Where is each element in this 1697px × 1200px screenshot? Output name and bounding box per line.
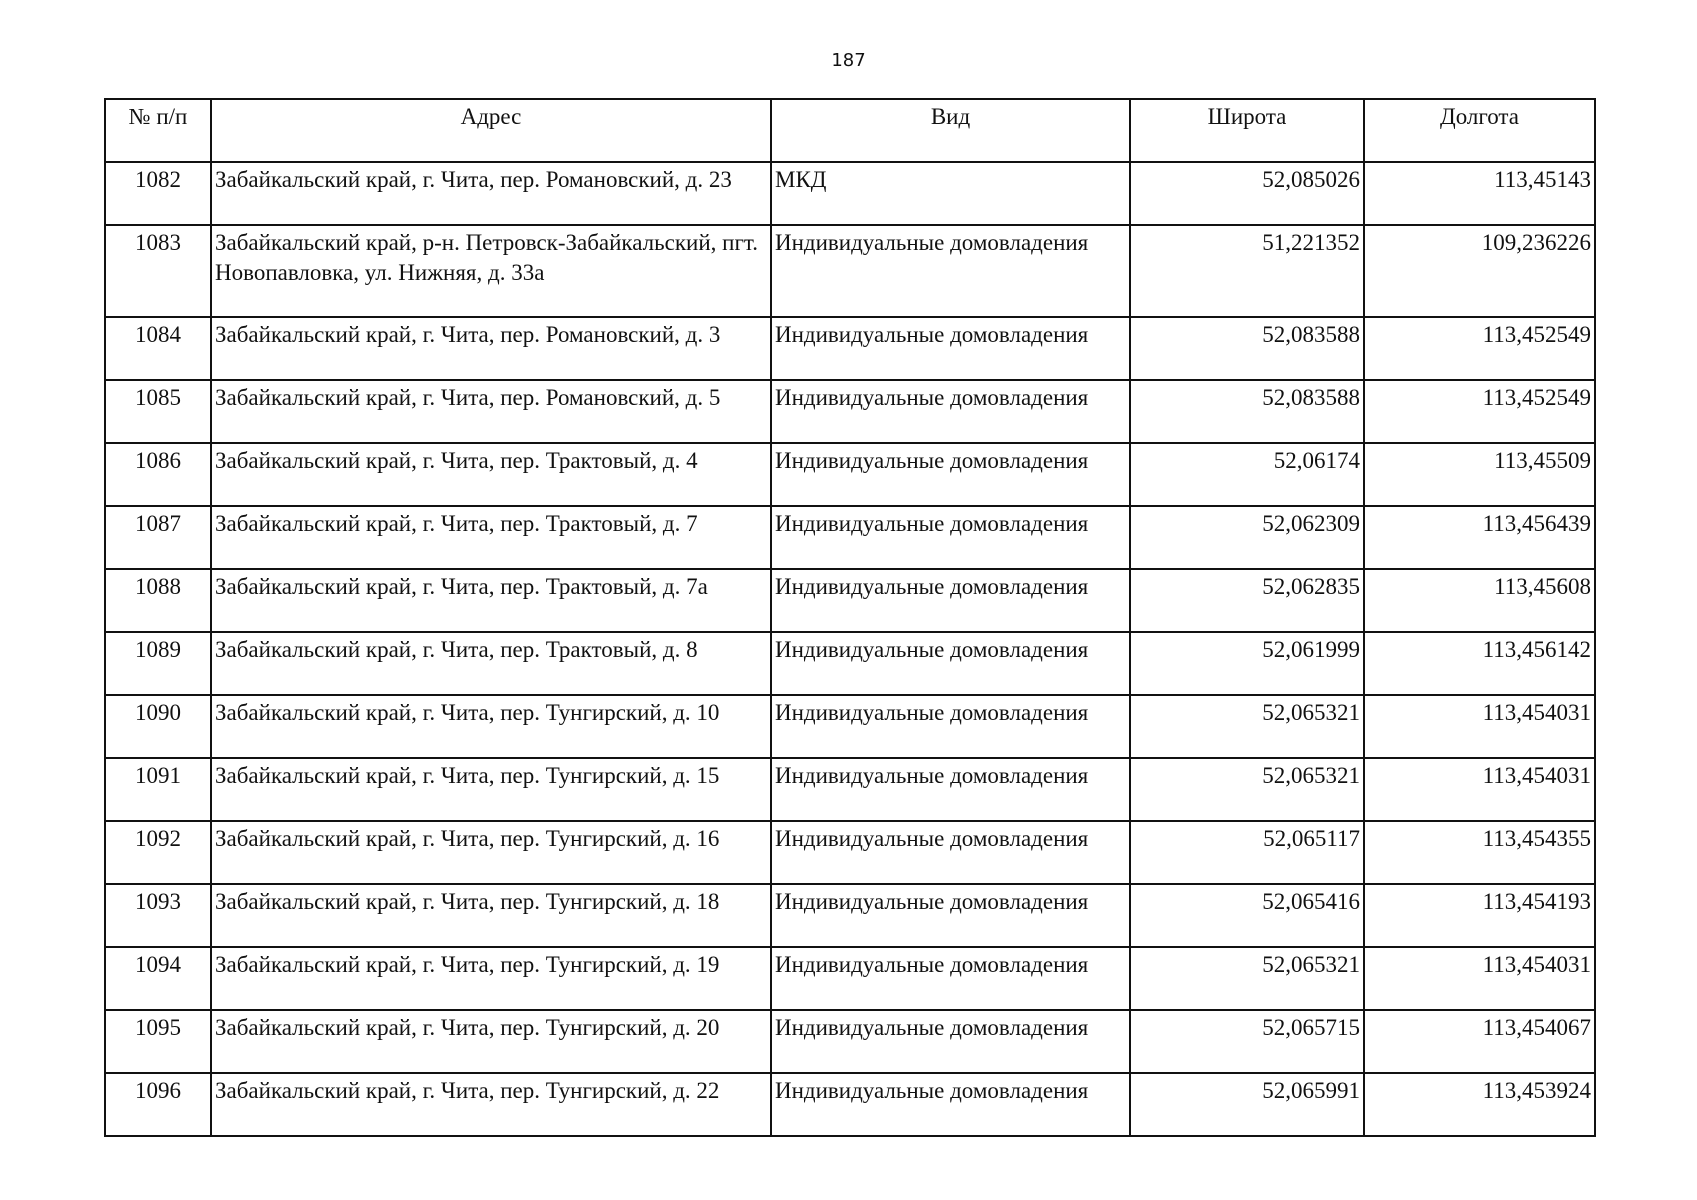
cell-lat: 52,062835 (1130, 569, 1364, 632)
cell-lat: 52,065715 (1130, 1010, 1364, 1073)
cell-lat: 52,083588 (1130, 317, 1364, 380)
cell-type: Индивидуальные домовладения (771, 569, 1130, 632)
cell-num: 1096 (105, 1073, 211, 1136)
cell-type: Индивидуальные домовладения (771, 1010, 1130, 1073)
cell-lon: 113,454031 (1364, 758, 1595, 821)
cell-type: Индивидуальные домовладения (771, 443, 1130, 506)
cell-address: Забайкальский край, г. Чита, пер. Трактовый, д. 7 (211, 506, 771, 569)
table-row (105, 225, 1595, 317)
header-num: № п/п (105, 99, 211, 162)
cell-type: Индивидуальные домовладения (771, 225, 1130, 317)
cell-type: Индивидуальные домовладения (771, 758, 1130, 821)
table-row (105, 317, 1595, 380)
cell-num: 1086 (105, 443, 211, 506)
header-lat: Широта (1130, 99, 1364, 162)
cell-address: Забайкальский край, г. Чита, пер. Тунгирский, д. 22 (211, 1073, 771, 1136)
cell-lon: 113,45509 (1364, 443, 1595, 506)
header-address: Адрес (211, 99, 771, 162)
cell-lon: 113,456439 (1364, 506, 1595, 569)
table-row (105, 758, 1595, 821)
cell-lon: 113,454355 (1364, 821, 1595, 884)
table-row (105, 632, 1595, 695)
cell-lon: 113,454193 (1364, 884, 1595, 947)
cell-lon: 113,45608 (1364, 569, 1595, 632)
cell-num: 1094 (105, 947, 211, 1010)
cell-address: Забайкальский край, р-н. Петровск-Забайкальский, пгт. Новопавловка, ул. Нижняя, д. 33а (211, 225, 771, 317)
cell-address: Забайкальский край, г. Чита, пер. Тунгирский, д. 20 (211, 1010, 771, 1073)
cell-address: Забайкальский край, г. Чита, пер. Романовский, д. 23 (211, 162, 771, 225)
cell-lat: 52,065321 (1130, 695, 1364, 758)
table-row (105, 1010, 1595, 1073)
cell-type: Индивидуальные домовладения (771, 632, 1130, 695)
cell-lat: 52,065991 (1130, 1073, 1364, 1136)
cell-lat: 52,065416 (1130, 884, 1364, 947)
cell-lat: 52,062309 (1130, 506, 1364, 569)
cell-lat: 52,083588 (1130, 380, 1364, 443)
cell-num: 1083 (105, 225, 211, 317)
header-type: Вид (771, 99, 1130, 162)
cell-lon: 113,452549 (1364, 380, 1595, 443)
cell-lat: 52,065321 (1130, 758, 1364, 821)
cell-num: 1090 (105, 695, 211, 758)
cell-lat: 51,221352 (1130, 225, 1364, 317)
cell-type: Индивидуальные домовладения (771, 506, 1130, 569)
cell-type: Индивидуальные домовладения (771, 947, 1130, 1010)
cell-type: Индивидуальные домовладения (771, 821, 1130, 884)
cell-lon: 113,456142 (1364, 632, 1595, 695)
cell-num: 1089 (105, 632, 211, 695)
cell-address: Забайкальский край, г. Чита, пер. Тунгирский, д. 15 (211, 758, 771, 821)
cell-lon: 113,454067 (1364, 1010, 1595, 1073)
cell-type: Индивидуальные домовладения (771, 695, 1130, 758)
cell-type: Индивидуальные домовладения (771, 884, 1130, 947)
cell-address: Забайкальский край, г. Чита, пер. Романовский, д. 3 (211, 317, 771, 380)
cell-address: Забайкальский край, г. Чита, пер. Тунгирский, д. 10 (211, 695, 771, 758)
cell-type: МКД (771, 162, 1130, 225)
table-row (105, 569, 1595, 632)
cell-num: 1082 (105, 162, 211, 225)
cell-lon: 109,236226 (1364, 225, 1595, 317)
cell-address: Забайкальский край, г. Чита, пер. Трактовый, д. 8 (211, 632, 771, 695)
cell-num: 1092 (105, 821, 211, 884)
cell-num: 1093 (105, 884, 211, 947)
cell-lat: 52,085026 (1130, 162, 1364, 225)
cell-lat: 52,065117 (1130, 821, 1364, 884)
table-row (105, 1073, 1595, 1136)
cell-address: Забайкальский край, г. Чита, пер. Тунгирский, д. 19 (211, 947, 771, 1010)
header-lon: Долгота (1364, 99, 1595, 162)
cell-num: 1091 (105, 758, 211, 821)
cell-num: 1085 (105, 380, 211, 443)
cell-address: Забайкальский край, г. Чита, пер. Тунгирский, д. 18 (211, 884, 771, 947)
cell-address: Забайкальский край, г. Чита, пер. Трактовый, д. 7а (211, 569, 771, 632)
address-table (104, 98, 1596, 1137)
page-number: 187 (831, 50, 866, 71)
cell-type: Индивидуальные домовладения (771, 380, 1130, 443)
cell-address: Забайкальский край, г. Чита, пер. Трактовый, д. 4 (211, 443, 771, 506)
cell-lat: 52,065321 (1130, 947, 1364, 1010)
cell-type: Индивидуальные домовладения (771, 317, 1130, 380)
cell-address: Забайкальский край, г. Чита, пер. Тунгирский, д. 16 (211, 821, 771, 884)
cell-address: Забайкальский край, г. Чита, пер. Романовский, д. 5 (211, 380, 771, 443)
cell-num: 1088 (105, 569, 211, 632)
cell-type: Индивидуальные домовладения (771, 1073, 1130, 1136)
table-row (105, 380, 1595, 443)
cell-lat: 52,06174 (1130, 443, 1364, 506)
table-row (105, 443, 1595, 506)
cell-lon: 113,452549 (1364, 317, 1595, 380)
cell-num: 1087 (105, 506, 211, 569)
cell-num: 1095 (105, 1010, 211, 1073)
table-header-row (105, 99, 1595, 162)
cell-lon: 113,454031 (1364, 947, 1595, 1010)
cell-lon: 113,453924 (1364, 1073, 1595, 1136)
table-row (105, 821, 1595, 884)
table-row (105, 695, 1595, 758)
cell-lat: 52,061999 (1130, 632, 1364, 695)
table-row (105, 162, 1595, 225)
table-row (105, 947, 1595, 1010)
table-row (105, 884, 1595, 947)
cell-num: 1084 (105, 317, 211, 380)
table-row (105, 506, 1595, 569)
cell-lon: 113,454031 (1364, 695, 1595, 758)
cell-lon: 113,45143 (1364, 162, 1595, 225)
